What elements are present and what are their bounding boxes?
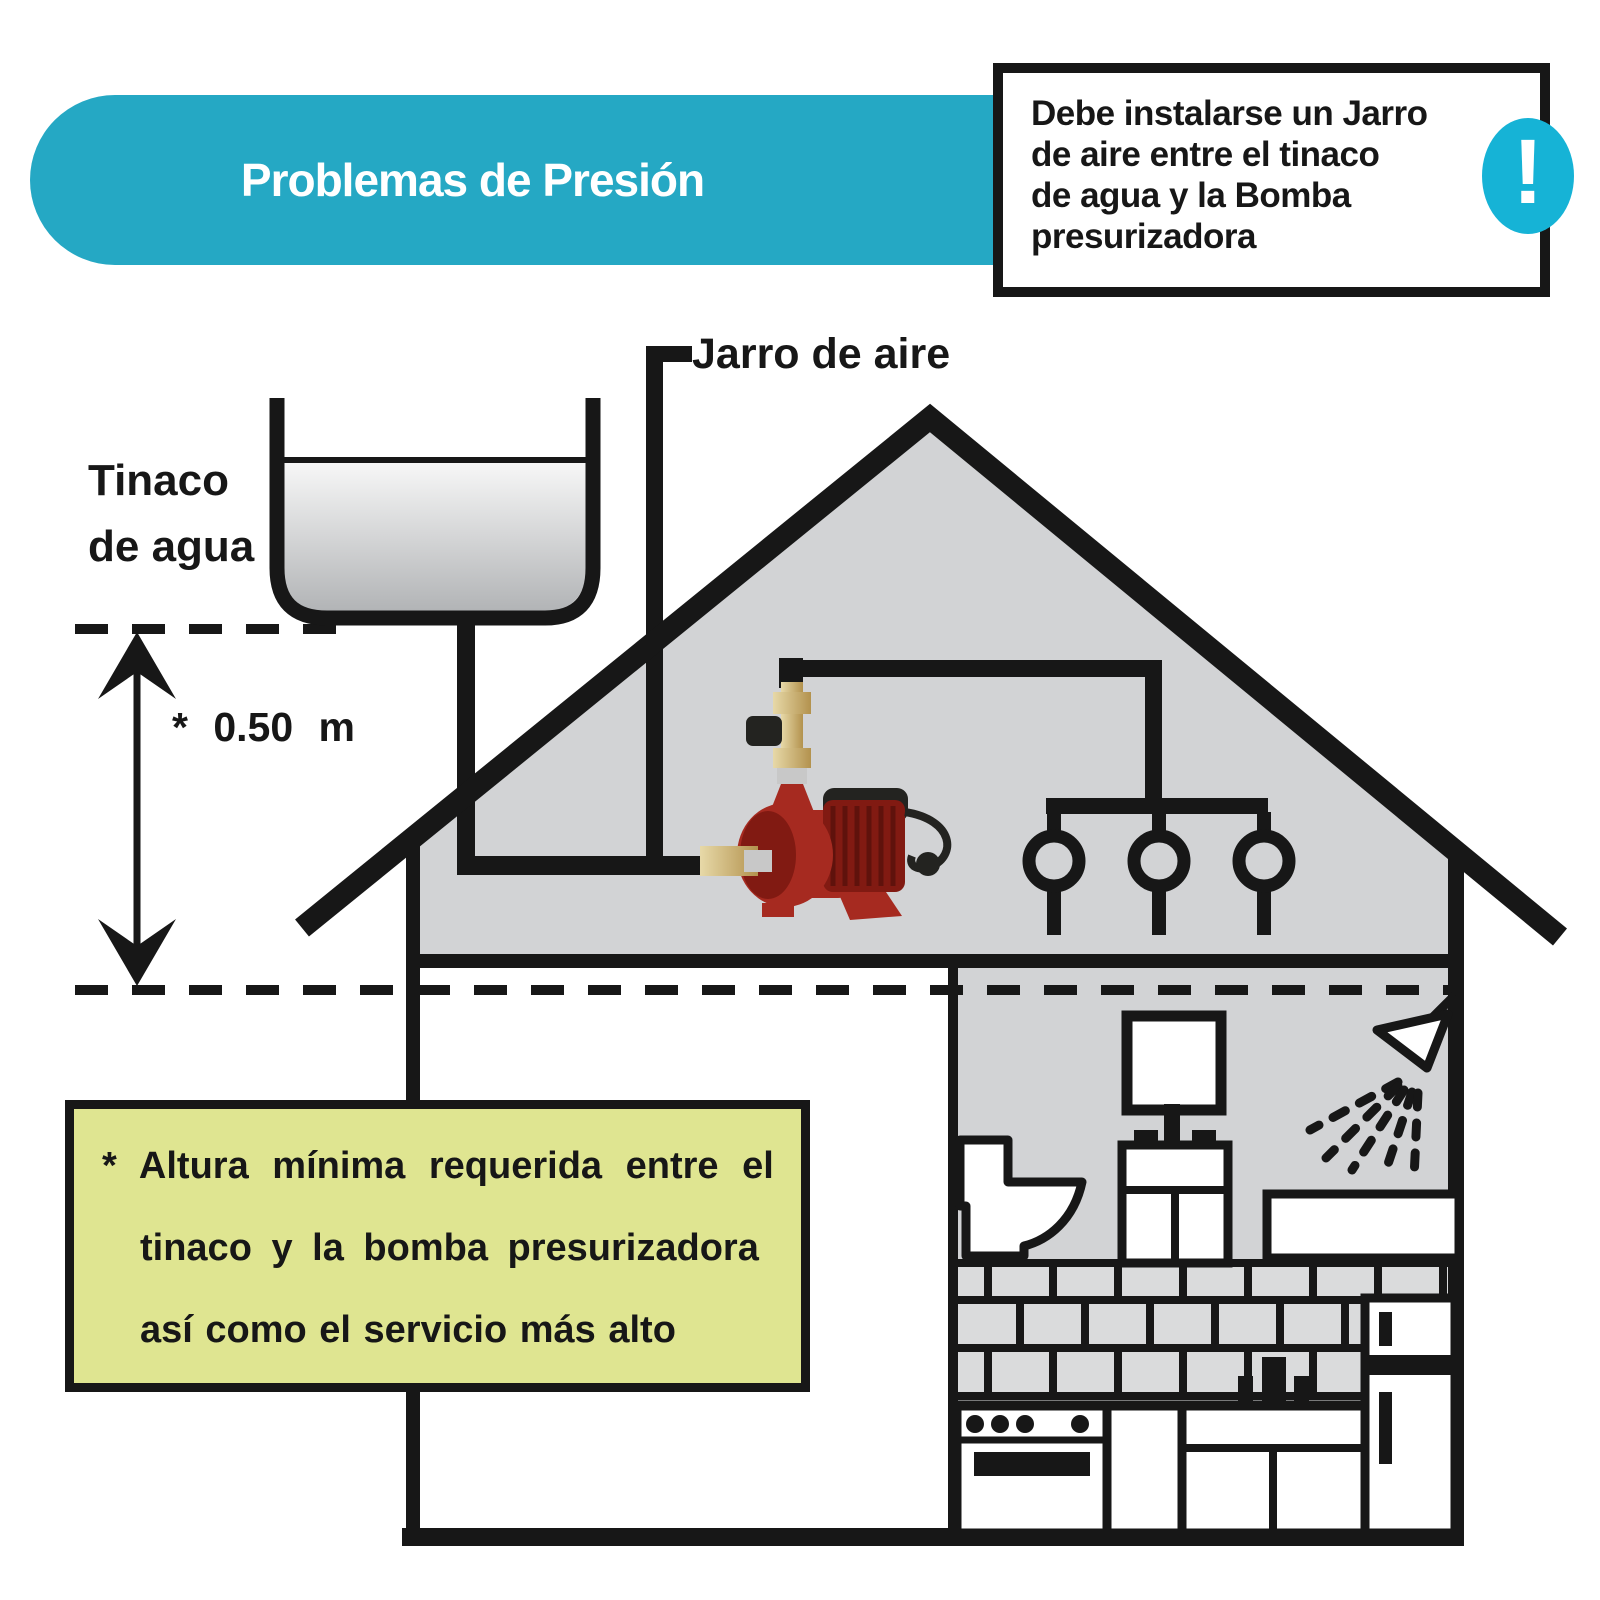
water-tank-label [88, 448, 254, 580]
narrow-cabinet [1107, 1406, 1182, 1533]
fridge-divider [1365, 1355, 1455, 1375]
air-jar-label: Jarro de aire [692, 330, 951, 378]
valve-icon [1134, 836, 1184, 886]
tank-water [284, 460, 586, 611]
height-arrow [98, 632, 176, 986]
faucet-valves [1029, 836, 1289, 886]
fridge-handle [1379, 1392, 1392, 1464]
oven-handle [974, 1452, 1090, 1476]
callout-line: así como el servicio más alto [140, 1309, 676, 1351]
valve-icon [1239, 836, 1289, 886]
note-line: de aire entre el tinaco [1031, 135, 1380, 174]
water-tank [277, 398, 593, 618]
pump-valve-knob [746, 716, 782, 746]
water-tank-label-line2: de agua [88, 522, 255, 571]
exclamation-glyph: ! [1512, 121, 1544, 223]
page-title: Problemas de Presión [240, 154, 705, 206]
note-line: de agua y la Bomba [1031, 176, 1351, 215]
fridge-icon [1365, 1298, 1455, 1533]
warning-note-box [993, 63, 1550, 297]
callout-box [65, 1100, 810, 1392]
water-tank-label-line1: Tinaco [88, 456, 230, 505]
pump-plug [916, 852, 940, 876]
min-height-label: * 0.50 m [172, 704, 355, 750]
suction-pipe [457, 856, 707, 875]
callout-line: * Altura mínima requerida entre el [102, 1145, 774, 1187]
note-line: Debe instalarse un Jarro [1031, 94, 1428, 133]
discharge-pipe [782, 660, 1162, 677]
manifold-pipe [1046, 798, 1268, 814]
down-feed-pipe [1145, 660, 1162, 810]
exclamation-icon [1482, 118, 1574, 234]
title-banner [30, 95, 1005, 265]
bathtub-icon [1267, 1194, 1459, 1258]
note-line: presurizadora [1031, 217, 1256, 256]
tank-outlet-pipe [457, 612, 475, 864]
air-jar-stub [646, 346, 692, 362]
valve-icon [1029, 836, 1079, 886]
attic-floor [412, 954, 1454, 968]
fridge-handle [1379, 1312, 1392, 1346]
callout-line: tinaco y la bomba presurizadora [140, 1227, 759, 1269]
air-jar-pipe [646, 346, 663, 867]
mirror-icon [1127, 1016, 1221, 1110]
